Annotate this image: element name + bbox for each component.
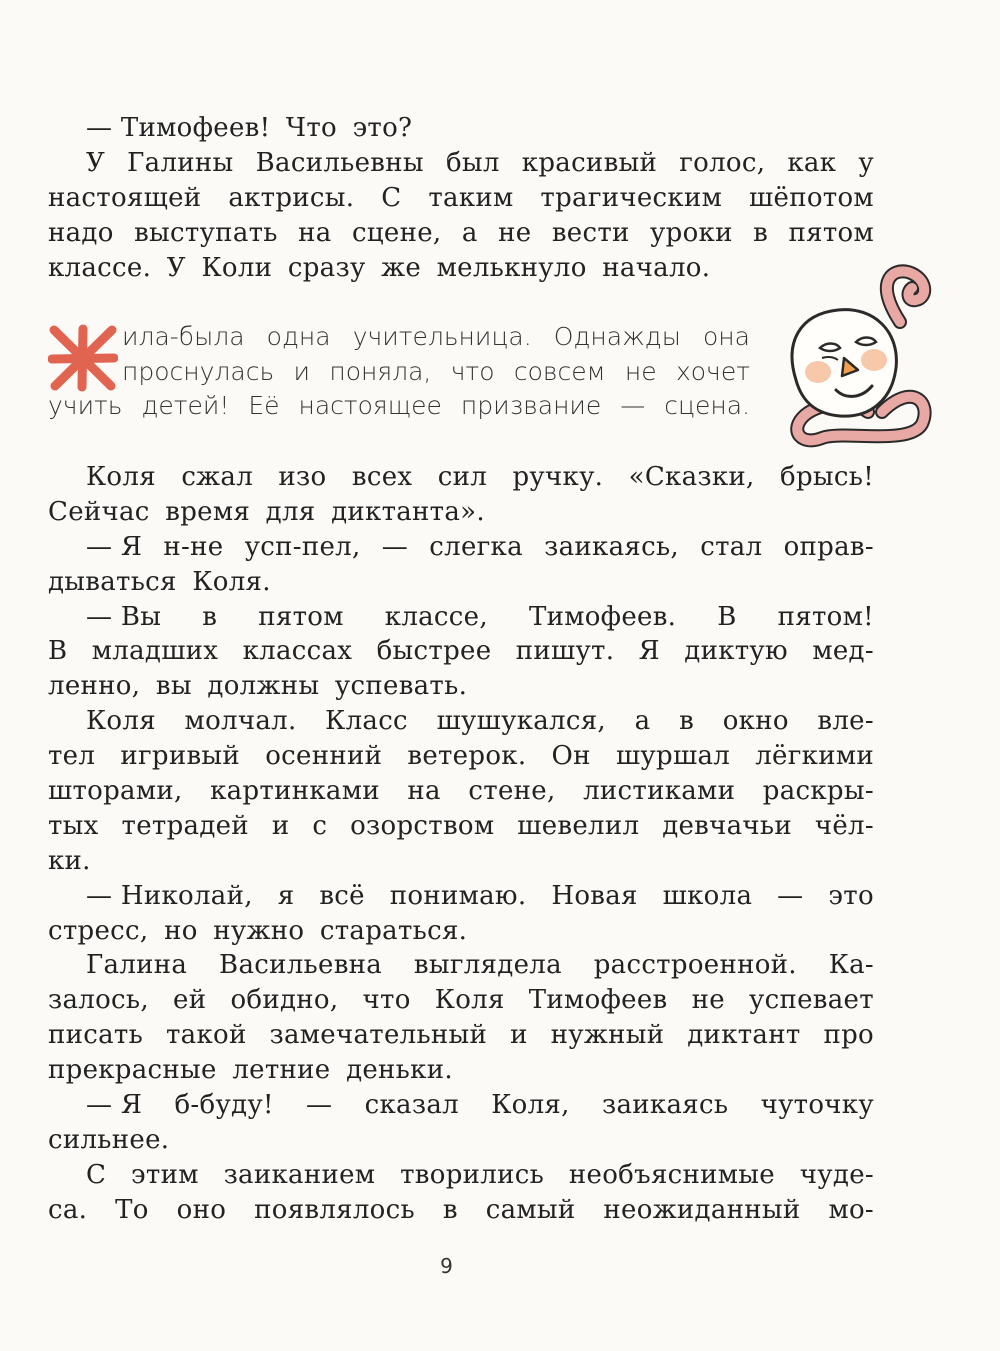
word: для [265,496,316,527]
word: сцене, [352,217,442,248]
text-line [48,216,874,251]
word: Васильевны [255,147,424,178]
word: начало. [602,252,711,283]
text-line [48,809,874,844]
word: тетрадей [121,810,249,841]
word: То [115,1194,149,1225]
word: понимаю. [389,880,527,911]
word: нужно [213,915,305,946]
text-line [48,879,874,914]
text-line [48,600,874,635]
word: голос, [679,147,766,178]
text-line [48,565,874,600]
word: н-не [163,531,224,562]
word: классах [242,636,353,667]
word: должны [207,671,320,702]
word: я [277,880,295,911]
word: сил [437,462,488,492]
word: девчачьи [662,810,792,841]
word: У [86,147,106,178]
word: актрисы. [228,182,355,213]
text-line [48,111,874,146]
word: окно [722,706,789,737]
word: Сейчас [48,496,150,527]
text-line [48,948,874,983]
word: пишут. [515,636,615,667]
word: — [306,1090,333,1121]
word: таким [428,182,514,213]
word: настоящее [298,391,442,420]
word: шёпотом [749,182,874,213]
word: Однажды [553,322,681,351]
word: в [753,217,769,248]
word: успевать. [334,671,468,702]
word: сцена. [664,391,750,420]
word: сжал [181,462,254,492]
word: настоящей [48,182,202,213]
word: осенний [265,741,383,772]
word: это? [352,113,413,143]
word: а [461,217,478,248]
word: и [510,1020,528,1051]
text-line [48,146,874,181]
word: на [407,776,441,807]
word: В [717,601,737,632]
word: стал [700,531,763,562]
word: мо- [828,1194,874,1225]
word: ручку. [512,462,604,492]
word: расстроенной. [593,950,797,981]
word: у [858,147,874,178]
word: вести [551,217,630,248]
word: «Сказки, [628,462,755,492]
text-line [48,1123,874,1158]
word: вы [155,671,192,702]
word: про [823,1020,874,1051]
word: шушукался, [436,706,606,737]
word: проснулась [122,356,275,386]
word: не [624,356,657,386]
word: мед- [812,636,874,667]
word: ленно, [48,671,141,702]
word: обидно, [230,985,339,1016]
word: всё [319,880,365,911]
word: пятом [788,217,874,248]
word: в [442,1194,458,1225]
word: Коли [201,252,273,283]
word: и [293,356,310,386]
dropcap-zhe-icon [48,324,118,392]
word: усп-пел, [244,531,361,562]
word: У [166,252,186,283]
word: диктанта». [331,496,485,527]
word: писать [48,1020,144,1051]
word: са. [48,1194,88,1225]
word: что [450,356,495,386]
word: успевает [749,985,874,1016]
word: шевелил [517,810,640,841]
word: что [362,985,411,1016]
word: быстрее [376,636,492,667]
word: неожиданный [603,1194,801,1225]
word: совсем [513,356,606,386]
word: классе, [384,601,488,632]
word: Тимофеев. [528,601,677,632]
word: Коля [434,985,505,1016]
word: этим [131,1159,199,1190]
word: Галина [86,950,188,981]
word: прекрасные [48,1055,217,1086]
word: — [381,531,409,562]
text-line [48,1158,874,1193]
word: озорством [350,810,495,841]
word: школа [662,880,753,911]
fairy-tale-inset [48,320,750,424]
word: заиканием [223,1159,376,1190]
word: необъяснимые [568,1159,775,1190]
word: тых [48,810,99,841]
tale-line [48,320,750,355]
word: появлялось [254,1194,415,1225]
text-line [48,634,874,669]
word: трагическим [540,182,723,213]
word: брысь! [780,462,874,492]
word: сказал [364,1090,459,1121]
word: надо [48,217,114,248]
word: заикаясь [602,1090,729,1121]
word: б-буду! [174,1090,274,1121]
word: Ка- [828,950,874,981]
word: чуточку [760,1090,874,1121]
word: — Вы [86,601,162,632]
word: такой [165,1020,247,1051]
word: слегка [429,531,523,562]
word: Класс [325,706,408,737]
word: С [381,182,402,213]
word: залось, [48,985,149,1016]
word: шуршал [615,741,731,772]
text-line [48,251,874,286]
word: — Я [86,531,143,562]
word: ила-была [122,322,245,351]
word: В [48,636,68,667]
word: время [165,496,251,527]
word: не [498,217,532,248]
text-line [48,739,874,774]
word: диктант [687,1020,801,1051]
word: молчал. [184,706,297,737]
text-line [48,530,874,565]
word: же [381,252,422,283]
word: — [777,880,804,911]
word: всех [351,462,413,492]
page-number: 9 [440,1254,453,1278]
word: Её [248,391,280,420]
text-block-top [48,111,874,285]
word: призвание [460,391,602,420]
word: младших [91,636,219,667]
word: Коля [86,706,156,737]
text-line [48,181,874,216]
word: это [828,880,874,911]
word: листиками [583,776,736,807]
word: — Я [86,1090,143,1121]
word: дываться [48,566,177,597]
text-line [48,669,874,704]
word: Что [285,113,337,143]
word: в [679,706,695,737]
word: летние [232,1055,331,1086]
fairy-tale-text [48,320,750,424]
smiling-mask-illustration-icon [782,262,934,458]
word: картинками [210,776,380,807]
word: — Тимофеев! [86,113,271,143]
word: она [702,322,750,351]
word: — Николай, [86,880,253,911]
text-line [48,983,874,1018]
word: оправ- [783,531,874,562]
word: деньки. [346,1055,453,1086]
text-line [48,1018,874,1053]
word: Васильевна [219,950,383,981]
word: оно [176,1194,227,1225]
word: заикаясь, [544,531,679,562]
word: но [164,915,198,946]
text-line [48,495,874,530]
word: лёгкими [755,741,874,772]
text-line [48,1088,874,1123]
word: чёл- [814,810,874,841]
word: вле- [817,706,874,737]
tale-line [48,389,750,424]
word: выглядела [413,950,562,981]
word: стене, [468,776,556,807]
text-line [48,844,874,879]
word: — [620,391,646,420]
word: в [202,601,218,632]
word: замечательный [269,1020,488,1051]
word: уроки [650,217,733,248]
word: детей! [141,391,230,420]
word: пятом [258,601,344,632]
word: стараться. [319,915,468,946]
word: ки. [48,845,91,876]
word: мелькнуло [436,252,587,283]
word: тел [48,741,96,772]
word: выступать [134,217,278,248]
word: игривый [120,741,241,772]
word: пятом! [777,601,874,632]
word: ей [173,985,207,1016]
word: учить [48,391,123,420]
word: шторами, [48,776,183,807]
word: творились [400,1159,545,1190]
word: изо [278,462,327,492]
word: классе. [48,252,152,283]
word: стресс, [48,915,149,946]
word: нужный [550,1020,665,1051]
word: Коля. [192,566,271,597]
word: был [445,147,500,178]
text-line [48,1053,874,1088]
word: Коля, [491,1090,570,1121]
word: на [298,217,332,248]
word: хочет [675,356,750,386]
text-line [48,774,874,809]
word: С [86,1159,107,1190]
word: как [787,147,837,178]
text-line [48,704,874,739]
word: с [312,810,328,841]
word: учительница. [352,322,532,351]
word: красивый [521,147,658,178]
word: Галины [127,147,234,178]
word: Тимофеев [528,985,668,1016]
word: диктую [684,636,788,667]
word: Новая [551,880,638,911]
text-line [48,914,874,949]
word: сразу [287,252,366,283]
word: Я [638,636,660,667]
word: Коля [86,462,156,492]
text-line [48,1193,874,1228]
text-line [48,460,874,495]
tale-line [48,355,750,390]
word: чуде- [799,1159,874,1190]
word: поняла, [329,356,432,386]
word: ветерок. [407,741,527,772]
word: сильнее. [48,1124,170,1155]
word: не [691,985,725,1016]
word: Он [551,741,591,772]
word: раскры- [762,776,874,807]
word: и [271,810,290,841]
word: самый [485,1194,576,1225]
word: а [634,706,651,737]
text-block-main [48,460,874,1228]
word: одна [266,322,331,351]
